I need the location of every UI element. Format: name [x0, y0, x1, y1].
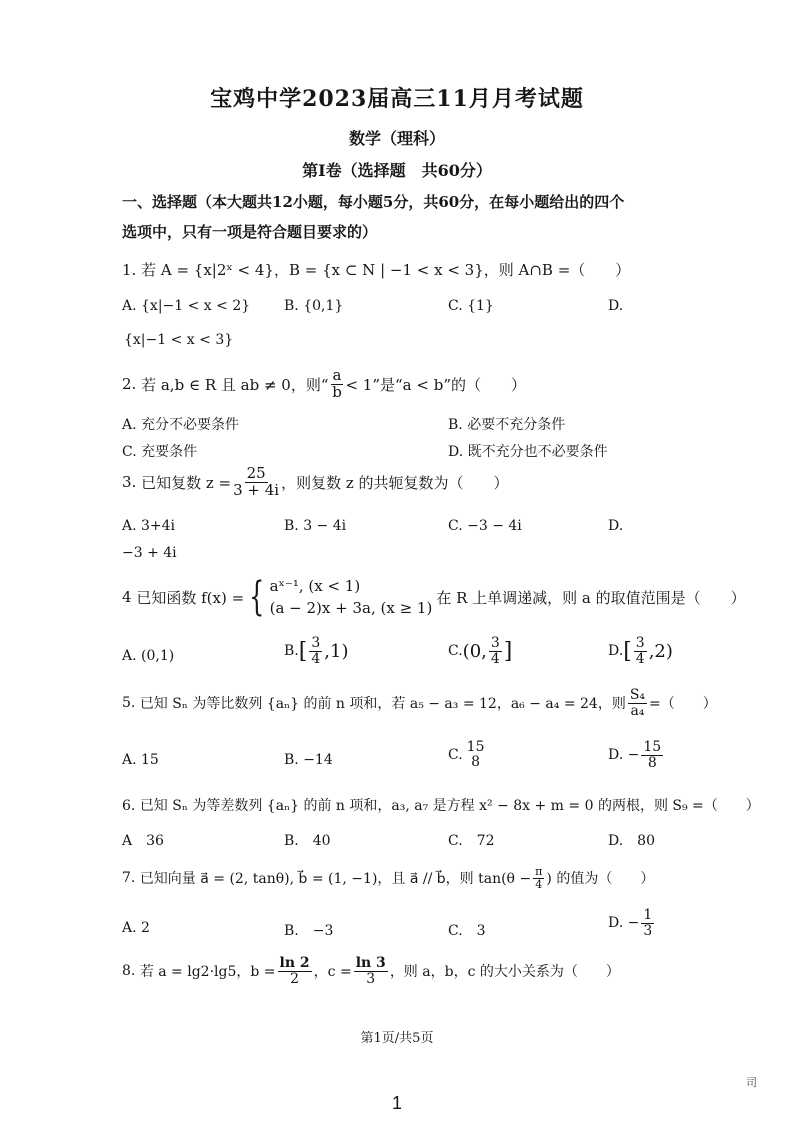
fraction-denominator: b	[332, 382, 342, 401]
option-label: D. −	[608, 747, 640, 764]
question-number: 5.	[122, 695, 136, 712]
case-1: aˣ⁻¹, (x < 1)	[269, 576, 361, 595]
fraction-numerator: ln 2	[279, 955, 310, 971]
fraction	[628, 688, 647, 718]
question-stem-pre: 若 a,b ∈ R 且 ab ≠ 0，则“	[141, 375, 329, 394]
fraction-denominator: 8	[471, 753, 481, 770]
option-a: A. {x|−1 < x < 2}	[122, 298, 251, 314]
option-d	[608, 908, 656, 938]
fraction-denominator: 4	[635, 650, 645, 667]
fraction	[641, 740, 663, 770]
option-b: B. 必要不充分条件	[448, 417, 566, 433]
interval-right: ,1)	[324, 640, 349, 662]
question-stem-pre: 已知复数 z =	[141, 473, 232, 492]
option-b: B. {0,1}	[284, 298, 344, 314]
option-b: B. −3	[284, 923, 334, 939]
interval-left: [	[623, 638, 632, 664]
option-label: C.	[448, 643, 463, 660]
question-stem-pre: 已知向量 a⃗ = (2, tanθ), b⃗ = (1, −1)，且 a⃗ // b⃗，则 tan(θ −	[139, 871, 532, 888]
question-number: 1.	[122, 261, 137, 279]
question-number: 8.	[122, 963, 136, 980]
fraction-denominator: 3 + 4i	[233, 480, 280, 499]
fraction-denominator: 2	[290, 970, 300, 987]
option-a: A. 15	[122, 752, 159, 768]
fraction-denominator: a₄	[630, 702, 645, 719]
question-stem-pre: 若 a = lg2·lg5，b =	[139, 964, 276, 981]
fraction	[641, 908, 654, 938]
question-stem-pre: 已知 Sₙ 为等比数列 {aₙ} 的前 n 项和，若 a₅ − a₃ = 12，a₆ − a₄ = 24，则	[139, 696, 626, 713]
question-7	[122, 866, 654, 890]
option-d: D. 80	[608, 833, 655, 849]
option-a: A. 2	[122, 920, 150, 936]
fraction-numerator: π	[535, 865, 543, 878]
interval-right: ]	[503, 638, 513, 664]
option-d: D. 既不充分也不必要条件	[448, 444, 608, 460]
section-heading-line1: 一、选择题（本大题共12小题，每小题5分，共60分，在每小题给出的四个	[122, 193, 625, 211]
fraction	[533, 866, 544, 890]
case-2: (a − 2)x + 3a, (x ≥ 1)	[269, 599, 433, 617]
question-stem-mid: ，c =	[313, 964, 352, 981]
option-label: D. −	[608, 915, 640, 932]
option-c: C. −3 − 4i	[448, 518, 522, 534]
question-8	[122, 956, 620, 986]
fraction-denominator: 4	[535, 877, 543, 891]
option-c: C. {1}	[448, 298, 494, 314]
question-stem: 若 A = {x|2ˣ < 4}，B = {x ⊂ N | −1 < x < 3}，则 A∩B =（ ）	[141, 261, 631, 279]
question-number: 4	[122, 588, 132, 606]
fraction-numerator: 15	[466, 739, 485, 755]
option-label: D.	[608, 643, 624, 660]
question-number: 2.	[122, 375, 137, 394]
option-d	[608, 740, 665, 770]
page-number: 1	[391, 1093, 402, 1113]
question-1	[122, 259, 630, 280]
option-b: B. 40	[284, 833, 331, 849]
question-stem-pre: 已知函数 f(x) =	[136, 588, 245, 607]
fraction-numerator: a	[332, 366, 342, 384]
fraction-numerator: 3	[490, 635, 500, 651]
option-d: D.	[608, 298, 624, 314]
option-label: C.	[448, 746, 463, 763]
question-stem: 已知 Sₙ 为等差数列 {aₙ} 的前 n 项和，a₃, a₇ 是方程 x² − 8x + m = 0 的两根，则 S₉ =（ ）	[139, 798, 760, 814]
fraction	[634, 636, 647, 666]
page-title: 宝鸡中学2023届高三11月月考试题	[210, 86, 584, 112]
fraction-b	[278, 956, 312, 986]
option-c: C. 充要条件	[122, 444, 198, 460]
question-number: 6.	[122, 798, 136, 814]
interval-right: ,2)	[648, 640, 673, 662]
question-stem-post: < 1”是“a < b”的（ ）	[345, 375, 527, 394]
fraction	[309, 636, 322, 666]
fraction-numerator: 1	[643, 907, 653, 923]
fraction-denominator: 4	[311, 650, 321, 667]
fraction-denominator: 8	[647, 754, 657, 771]
fraction-numerator: 25	[246, 464, 266, 482]
fraction	[233, 466, 279, 499]
fraction-denominator: 3	[366, 970, 376, 987]
question-number: 7.	[122, 870, 136, 887]
option-a: A. 3+4i	[122, 518, 176, 534]
option-b: B. −14	[284, 752, 333, 768]
fraction	[465, 740, 487, 769]
interval-left: (0,	[462, 640, 487, 662]
option-c	[448, 740, 489, 769]
left-brace-icon: {	[249, 574, 265, 620]
fraction-denominator: 3	[643, 922, 653, 939]
question-stem-post: ，则复数 z 的共轭复数为（ ）	[281, 473, 509, 492]
question-5	[122, 688, 717, 718]
option-c: C. 3	[448, 923, 486, 939]
option-a: A 36	[122, 833, 164, 849]
fraction	[489, 636, 502, 666]
option-d: D.	[608, 518, 624, 534]
piecewise-cases	[270, 575, 433, 620]
option-a: A. (0,1)	[122, 648, 175, 664]
option-d-content: −3 + 4i	[122, 545, 177, 561]
fraction-c	[354, 956, 388, 986]
question-stem-post: ，则 a，b，c 的大小关系为（ ）	[389, 964, 620, 981]
corner-mark: 司	[746, 1076, 757, 1089]
fraction-numerator: 3	[311, 635, 321, 651]
question-6	[122, 795, 760, 815]
option-c	[448, 636, 512, 666]
fraction-numerator: 3	[635, 635, 645, 651]
subject-title: 数学（理科）	[348, 129, 445, 148]
option-a: A. 充分不必要条件	[122, 417, 240, 433]
question-stem-post: ) 的值为（ ）	[546, 871, 655, 888]
option-b	[284, 636, 348, 666]
fraction-numerator: 15	[643, 739, 662, 755]
page-info: 第1页/共5页	[360, 1031, 434, 1046]
question-3	[122, 466, 509, 499]
question-number: 3.	[122, 473, 137, 492]
section-heading-line2: 选项中，只有一项是符合题目要求的）	[122, 223, 378, 241]
question-2	[122, 368, 526, 401]
question-stem-post: =（ ）	[649, 696, 717, 713]
question-stem-post: 在 R 上单调递减，则 a 的取值范围是（ ）	[436, 588, 746, 607]
interval-left: [	[298, 638, 308, 664]
option-d	[608, 636, 673, 666]
option-b: B. 3 − 4i	[284, 518, 347, 534]
option-label: B.	[284, 643, 299, 660]
fraction-denominator: 4	[490, 650, 500, 667]
fraction-numerator: ln 3	[355, 955, 386, 971]
option-d-content: {x|−1 < x < 3}	[124, 332, 234, 348]
question-4	[122, 574, 746, 620]
fraction	[331, 368, 344, 401]
option-c: C. 72	[448, 833, 495, 849]
fraction-numerator: S₄	[629, 687, 646, 703]
volume-title: 第I卷（选择题 共60分）	[302, 161, 492, 180]
